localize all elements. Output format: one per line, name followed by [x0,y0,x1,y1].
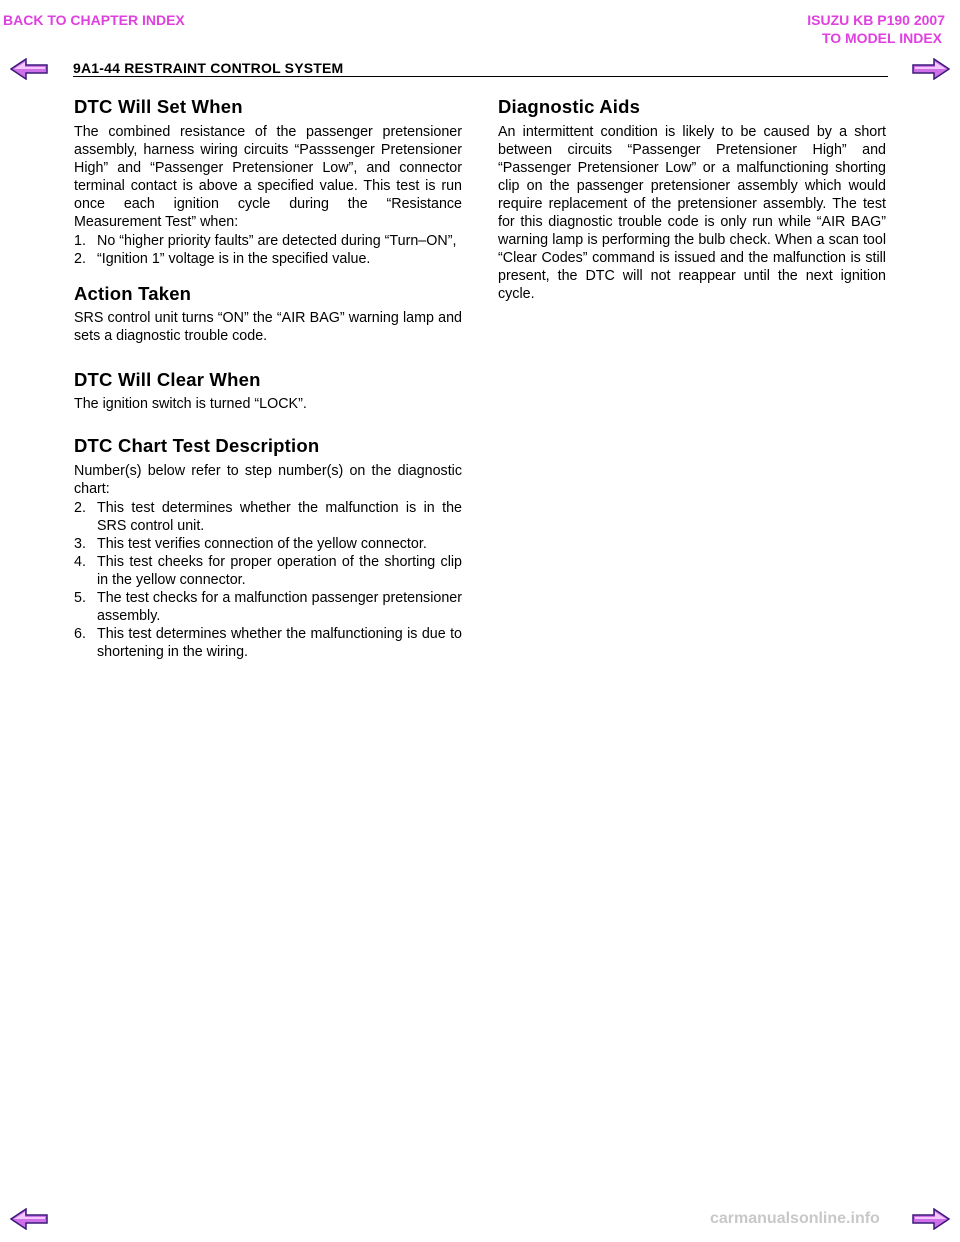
section-dtc-will-clear-when [74,369,462,413]
step-list [74,499,462,661]
list-item [74,232,462,250]
list-number: 5. [74,590,86,606]
list-text: The test checks for a malfunction passenger pretensioner assembly. [97,590,462,624]
section-diagnostic-aids [498,96,886,303]
section-heading: DTC Chart Test Description [74,435,320,456]
list-number: 3. [74,536,86,552]
page-header-title: 9A1-44 RESTRAINT CONTROL SYSTEM [73,60,344,76]
list-text: This test cheeks for proper operation of the shorting clip in the yellow connector. [97,554,462,588]
left-column [74,96,462,661]
section-heading: Action Taken [74,283,192,304]
section-dtc-chart-test-description [74,435,462,661]
section-heading: DTC Will Clear When [74,369,261,390]
list-number: 2. [74,251,86,267]
next-page-arrow-icon[interactable] [912,58,950,80]
section-body: The combined resistance of the passenger pretensioner assembly, harness wiring circuits “Passsenger Pretensioner High” and “Passenger Pretensioner Low”, and connector terminal contact is above a specified value. This test is run once each ignition cycle during the “Resistance Measurement Test” when: [74,124,462,230]
section-body: SRS control unit turns “ON” the “AIR BAG” warning lamp and sets a diagnostic trouble code. [74,310,462,344]
list-item [74,553,462,589]
model-title-link[interactable]: ISUZU KB P190 2007 [807,12,945,28]
list-text: “Ignition 1” voltage is in the specified value. [97,251,371,267]
to-model-index-link[interactable]: TO MODEL INDEX [821,30,942,46]
watermark-text: carmanualsonline.info [710,1210,880,1227]
previous-page-arrow-icon[interactable] [10,1208,48,1230]
list-item [74,535,462,553]
list-item [74,625,462,661]
list-text: This test verifies connection of the yellow connector. [97,536,427,552]
list-item [74,499,462,535]
section-heading: DTC Will Set When [74,96,243,117]
section-body: Number(s) below refer to step number(s) on the diagnostic chart: [74,463,462,497]
list-item [74,250,462,268]
section-dtc-will-set-when [74,96,462,268]
list-number: 2. [74,500,86,516]
header-divider [73,76,888,77]
list-text: This test determines whether the malfunction is in the SRS control unit. [97,500,462,534]
section-action-taken [74,283,462,345]
next-page-arrow-icon[interactable] [912,1208,950,1230]
section-body: The ignition switch is turned “LOCK”. [74,396,307,412]
section-heading: Diagnostic Aids [498,96,641,117]
list-text: No “higher priority faults” are detected during “Turn–ON”, [97,233,457,249]
list-number: 4. [74,554,86,570]
condition-list [74,232,462,268]
back-to-chapter-index-link[interactable]: BACK TO CHAPTER INDEX [3,12,185,28]
list-number: 1. [74,233,86,249]
previous-page-arrow-icon[interactable] [10,58,48,80]
right-column [498,96,886,303]
list-text: This test determines whether the malfunctioning is due to shortening in the wiring. [97,626,462,660]
list-number: 6. [74,626,86,642]
section-body: An intermittent condition is likely to be caused by a short between circuits “Passenger Pretensioner High” and “Passenger Pretensioner Low” or a malfunctioning shorting clip on the passenger pretensioner assembly which would require replacement of the pretensioner assembly. The test for this diagnostic trouble code is only run while “AIR BAG” warning lamp is performing the bulb check. When a scan tool “Clear Codes” command is issued and the malfunction is still present, the DTC will not reappear until the next ignition cycle. [498,124,886,302]
list-item [74,589,462,625]
